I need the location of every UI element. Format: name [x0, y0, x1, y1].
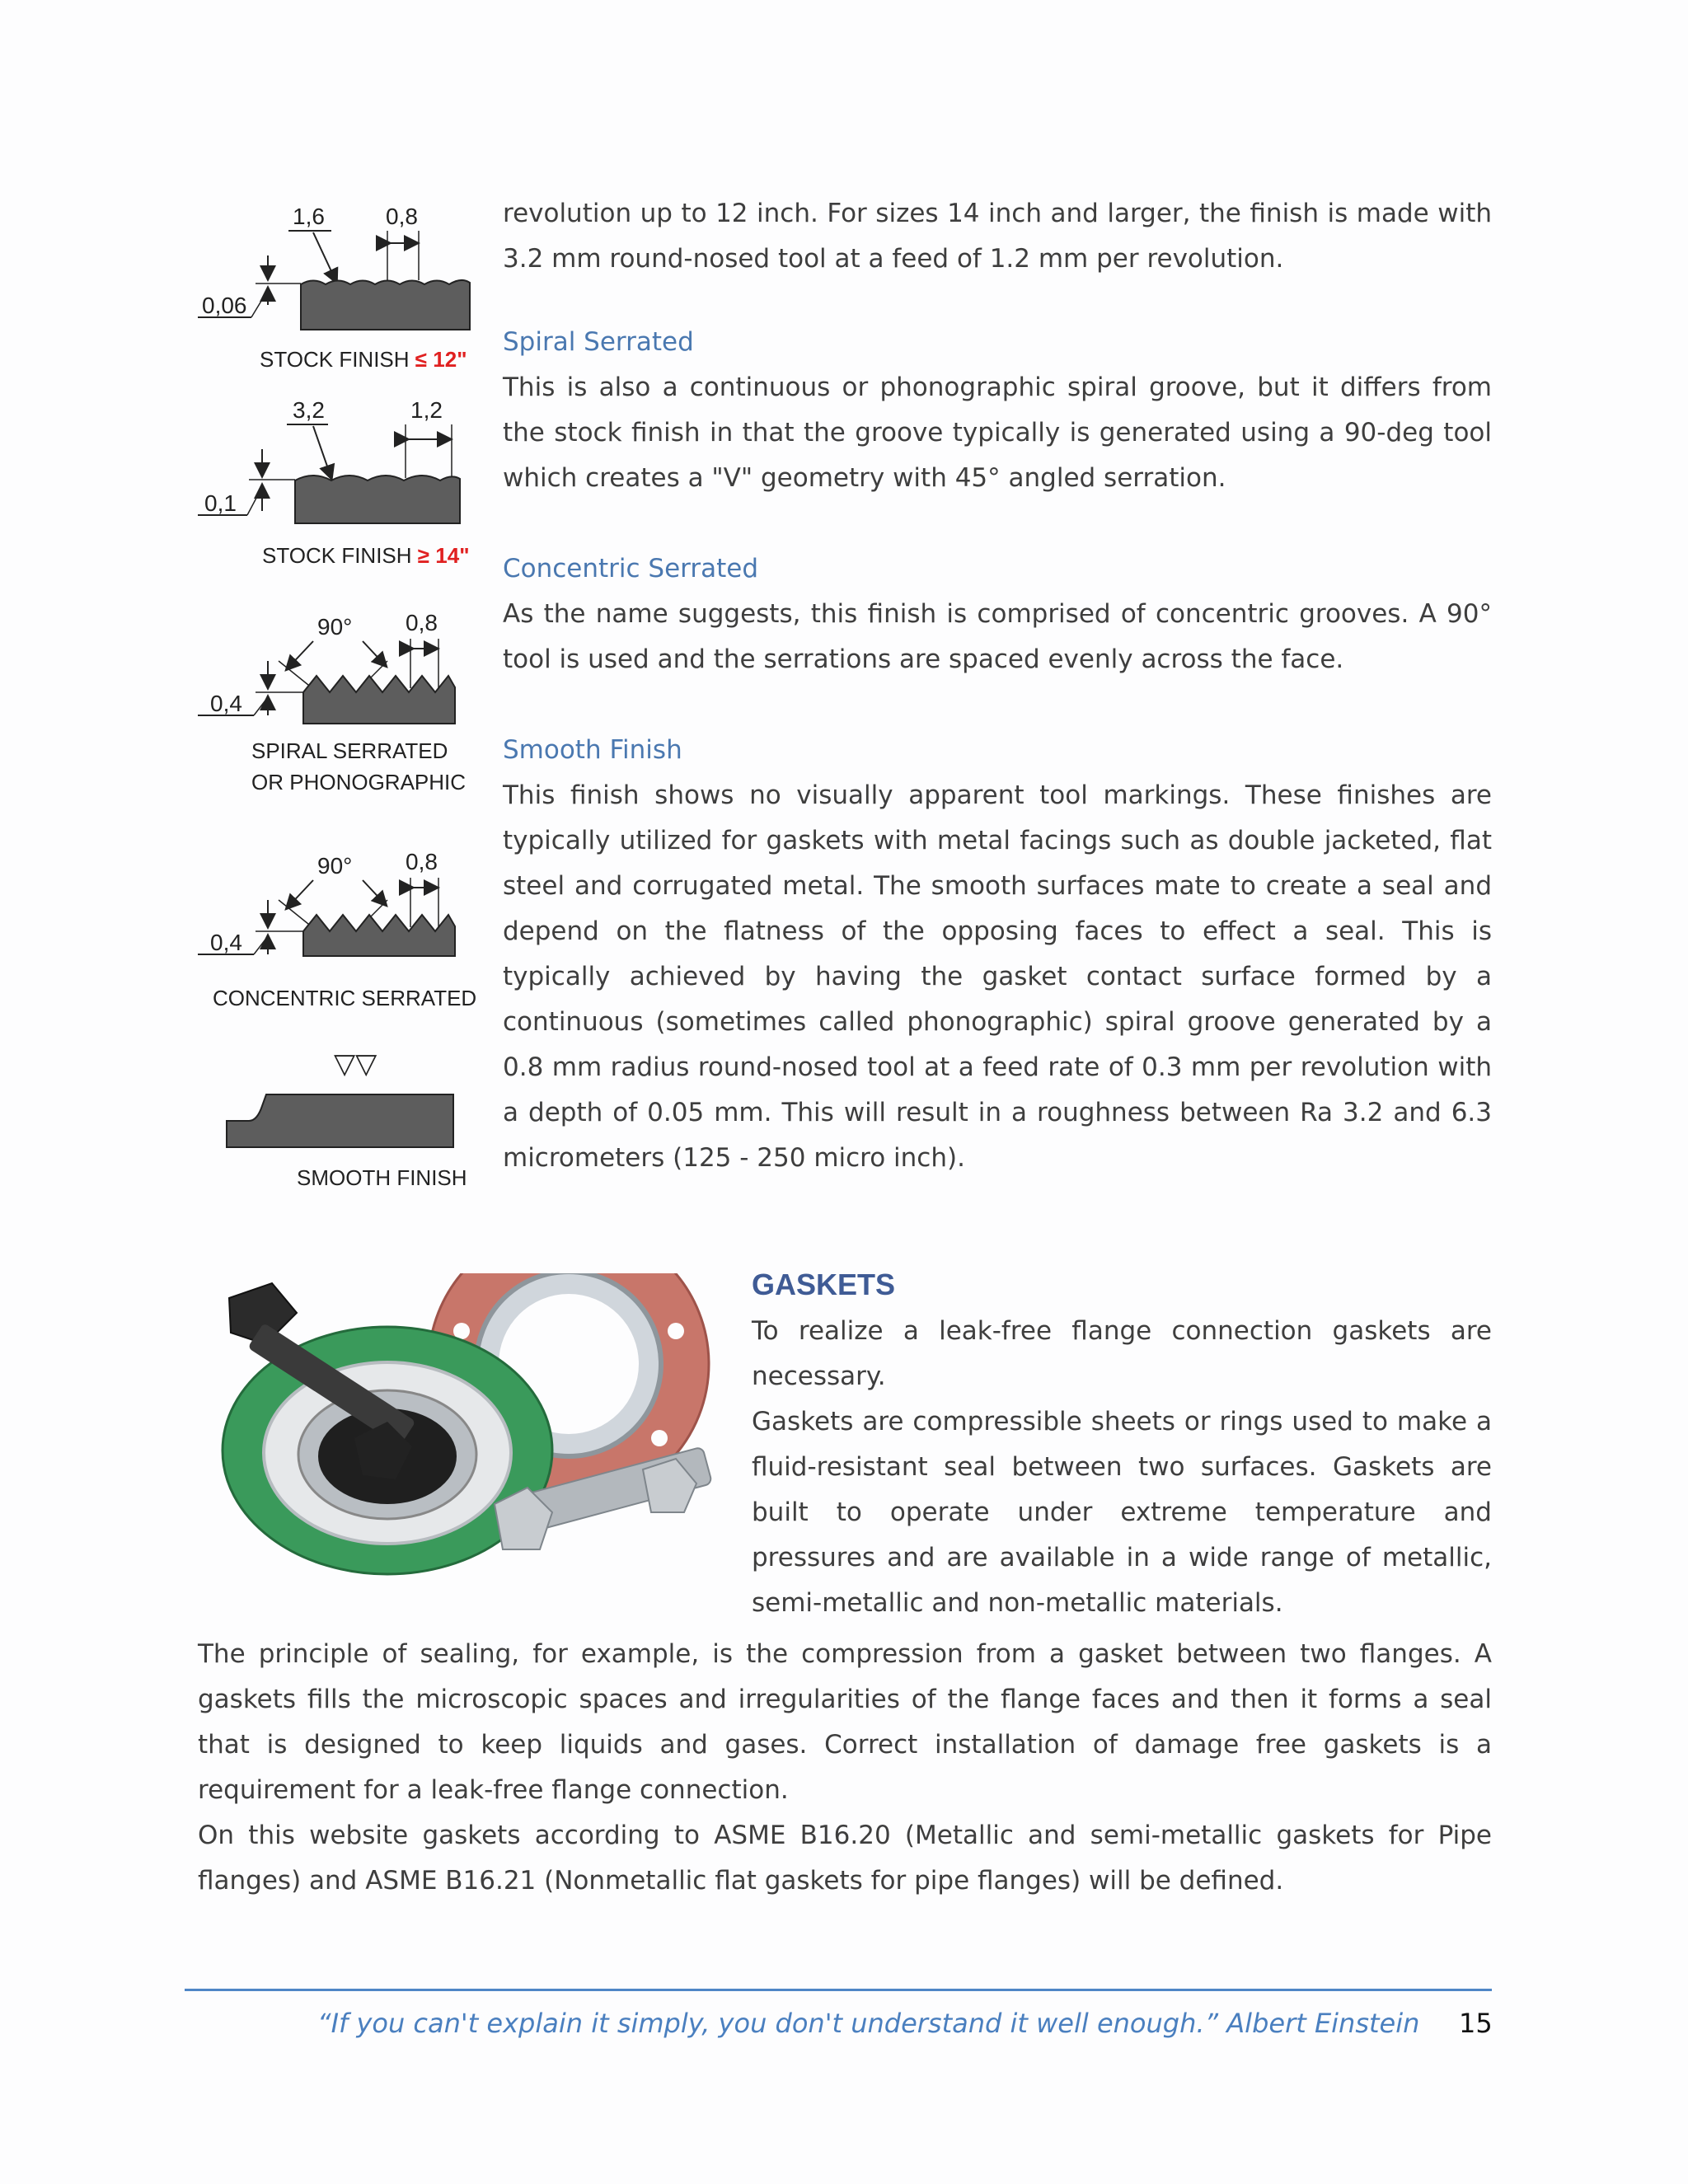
concentric-angle: 90° [317, 853, 353, 879]
gaskets-title: GASKETS [752, 1268, 896, 1301]
stock-finish-14-diagram [198, 397, 470, 568]
footer-quote: “If you can't explain it simply, you don't understand it well enough.” Albert Einstein [317, 2008, 1420, 2039]
smooth-symbol: ▽▽ [334, 1047, 377, 1080]
surface-finish-diagrams [190, 198, 486, 1187]
stock14-dim-b: 1,2 [410, 397, 443, 423]
paragraph-concentric-serrated: As the name suggests, this finish is comprised of concentric grooves. A 90° tool is used and the serrations are spaced evenly across the face. [503, 599, 1492, 674]
stock14-caption: STOCK FINISH ≥ 14" [262, 543, 470, 568]
footer-divider [185, 1989, 1492, 1991]
finish-text-column [503, 191, 1492, 1181]
gaskets-photo [214, 1273, 717, 1603]
gaskets-paragraph-4: On this website gaskets according to ASME B16.20 (Metallic and semi-metallic gaskets for Pipe flanges) and ASME B16.21 (Nonmetallic flat gaskets for pipe flanges) will be defined. [198, 1821, 1492, 1896]
smooth-caption: SMOOTH FINISH [297, 1165, 467, 1187]
concentric-dim-b: 0,8 [406, 849, 438, 874]
stock12-dim-a: 1,6 [293, 204, 325, 229]
concentric-serrated-diagram [198, 849, 476, 1010]
gaskets-paragraph-3: The principle of sealing, for example, is the compression from a gasket between two flanges. A gaskets fills the microscopic spaces and irregularities of the flange faces and then it forms a seal that is designed to keep liquids and gases. Correct installation of damage free gaskets is a requirement for a leak-free flange connection. [198, 1639, 1492, 1805]
heading-spiral-serrated: Spiral Serrated [503, 327, 694, 357]
page-number: 15 [1459, 2008, 1493, 2039]
spiral-caption-line2: OR PHONOGRAPHIC [251, 770, 467, 794]
spiral-angle: 90° [317, 614, 353, 640]
stock14-dim-a: 3,2 [293, 397, 325, 423]
spiral-serrated-diagram [198, 610, 466, 794]
smooth-finish-diagram [227, 1047, 467, 1187]
spiral-depth: 0,4 [210, 691, 242, 716]
gaskets-body [198, 1632, 1492, 1904]
paragraph-spiral-serrated: This is also a continuous or phonographic spiral groove, but it differs from the stock finish in that the groove typically is generated using a 90-deg tool which creates a "V" geometry with 45° angled serration. [503, 373, 1492, 493]
heading-smooth-finish: Smooth Finish [503, 735, 682, 765]
gaskets-paragraph-1: To realize a leak-free flange connection gaskets are necessary. [752, 1316, 1492, 1391]
concentric-depth: 0,4 [210, 930, 242, 955]
intro-paragraph: revolution up to 12 inch. For sizes 14 inch and larger, the finish is made with 3.2 mm round-nosed tool at a feed of 1.2 mm per revolution. [503, 199, 1492, 274]
stock12-depth: 0,06 [202, 293, 247, 318]
stock12-dim-b: 0,8 [386, 204, 418, 229]
stock-finish-12-diagram [198, 204, 470, 372]
heading-concentric-serrated: Concentric Serrated [503, 554, 759, 583]
paragraph-smooth-finish: This finish shows no visually apparent tool markings. These finishes are typically utilized for gaskets with metal facings such as double jacketed, flat steel and corrugated metal. The smooth surfaces mate to create a seal and depend on the flatness of the opposing faces to effect a seal. This is typically achieved by having the gasket contact surface formed by a continuous (sometimes called phonographic) spiral groove generated by a 0.8 mm radius round-nosed tool at a feed rate of 0.3 mm per revolution with a depth of 0.05 mm. This will result in a roughness between Ra 3.2 and 6.3 micrometers (125 - 250 micro inch). [503, 780, 1492, 1173]
spiral-dim-b: 0,8 [406, 610, 438, 635]
stock12-caption: STOCK FINISH ≤ 12" [260, 347, 467, 372]
spiral-caption-line1: SPIRAL SERRATED [251, 738, 448, 763]
stock14-depth: 0,1 [204, 490, 237, 516]
gaskets-paragraph-2: Gaskets are compressible sheets or rings used to make a fluid-resistant seal between two surfaces. Gaskets are built to operate under extreme temperature and pressures and are available in a wide range of metallic, semi-metallic and non-metallic materials. [752, 1407, 1492, 1618]
concentric-caption: CONCENTRIC SERRATED [213, 986, 477, 1010]
gaskets-intro [752, 1268, 1492, 1626]
